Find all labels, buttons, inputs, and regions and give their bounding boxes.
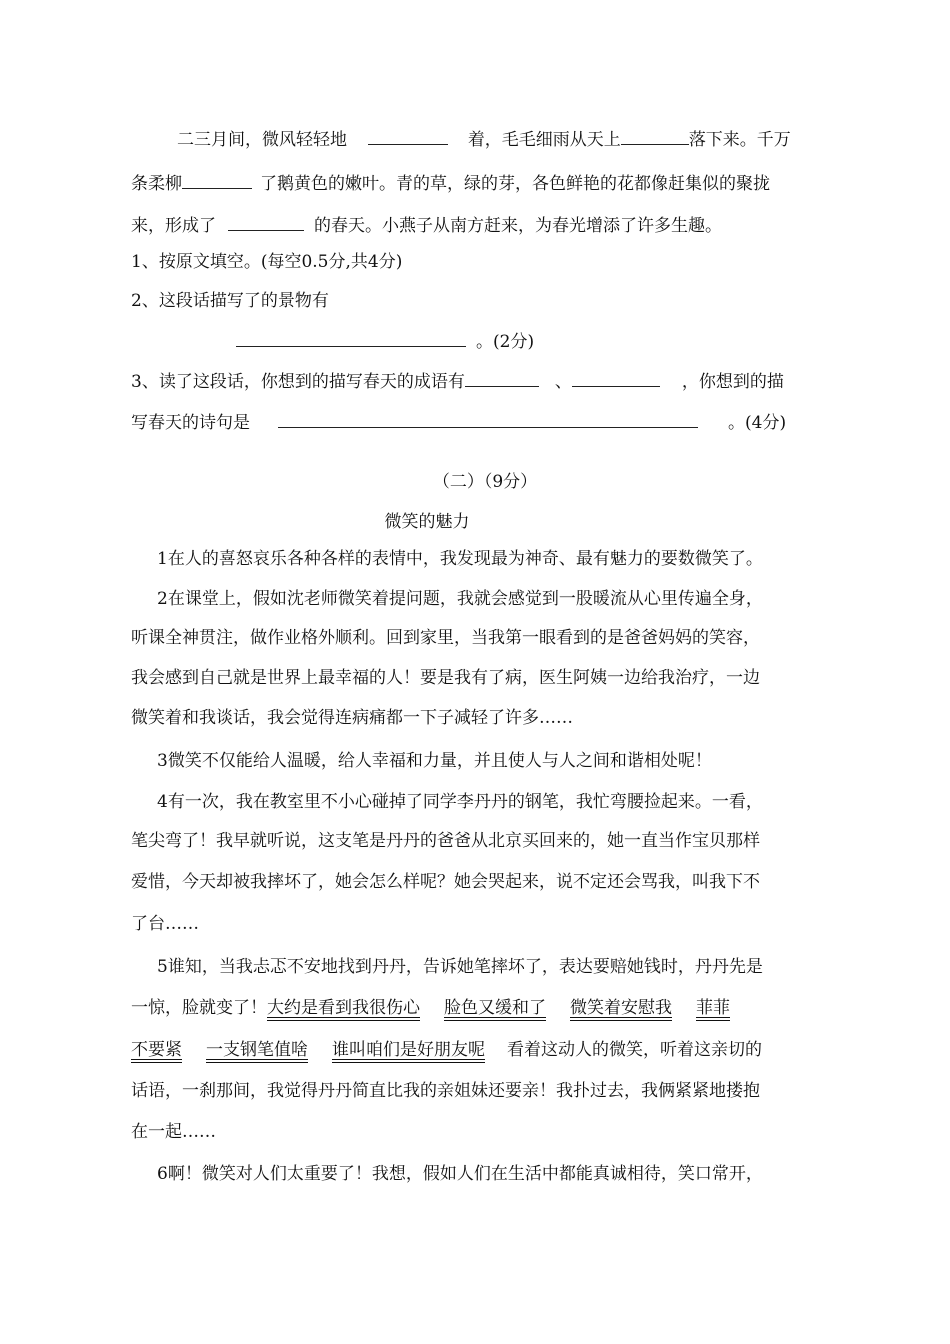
paragraph-5-line1: 5谁知，当我忐忑不安地找到丹丹，告诉她笔摔坏了，表达要赔她钱时，丹丹先是 <box>157 957 763 977</box>
passage1-line1 <box>131 126 895 151</box>
paragraph-4-line1: 4有一次，我在教室里不小心碰掉了同学李丹丹的钢笔，我忙弯腰捡起来。一看， <box>157 792 763 812</box>
poem-blank[interactable] <box>278 409 698 428</box>
question-2-answer-line <box>131 328 950 353</box>
text: 二三月间，微风轻轻地 <box>177 130 347 150</box>
passage1-line2 <box>131 170 849 195</box>
text: 一惊，脸就变了！ <box>131 998 267 1018</box>
article-title: 微笑的魅力 <box>384 512 470 532</box>
text: 写春天的诗句是 <box>131 413 250 433</box>
question-3-line2 <box>131 409 849 434</box>
text: 条柔柳 <box>131 174 182 194</box>
score: 。(4分) <box>728 413 787 433</box>
text: 的春天。小燕子从南方赶来，为春光增添了许多生趣。 <box>314 216 722 236</box>
paragraph-2-line1: 2在课堂上，假如沈老师微笑着提问题，我就会感觉到一股暖流从心里传遍全身， <box>157 589 763 609</box>
paragraph-5-line4: 话语，一刹那间，我觉得丹丹简直比我的亲姐妹还要亲！我扑过去，我俩紧紧地搂抱 <box>131 1081 760 1101</box>
text: 3、读了这段话，你想到的描写春天的成语有 <box>131 372 465 392</box>
paragraph-4-line3: 爱惜，今天却被我摔坏了，她会怎么样呢？她会哭起来，说不定还会骂我，叫我下不 <box>131 872 760 892</box>
underlined-phrase: 谁叫咱们是好朋友呢 <box>332 1040 485 1060</box>
score: 。(2分) <box>476 332 535 352</box>
paragraph-5-line3 <box>131 1039 849 1061</box>
paragraph-2-line3: 我会感到自己就是世界上最幸福的人！要是我有了病，医生阿姨一边给我治疗，一边 <box>131 668 760 688</box>
underlined-phrase: 不要紧 <box>131 1040 182 1060</box>
paragraph-2-line4: 微笑着和我谈话，我会觉得连病痛都一下子减轻了许多…… <box>131 708 573 728</box>
text: 看着这动人的微笑，听着这亲切的 <box>507 1040 762 1060</box>
paragraph-3: 3微笑不仅能给人温暖，给人幸福和力量，并且使人与人之间和谐相处呢！ <box>157 751 712 771</box>
question-1: 1、按原文填空。(每空0.5分,共4分) <box>131 252 403 272</box>
paragraph-2-line2: 听课全神贯注，做作业格外顺利。回到家里，当我第一眼看到的是爸爸妈妈的笑容， <box>131 628 760 648</box>
underlined-phrase: 一支钢笔值啥 <box>206 1040 308 1060</box>
paragraph-4-line2: 笔尖弯了！我早就听说，这支笔是丹丹的爸爸从北京买回来的，她一直当作宝贝那样 <box>131 831 760 851</box>
text: 来，形成了 <box>131 216 216 236</box>
fill-blank[interactable] <box>182 170 252 189</box>
text: 着，毛毛细雨从天上 <box>467 130 621 150</box>
fill-blank[interactable] <box>368 126 448 145</box>
idiom-blank-2[interactable] <box>572 368 660 387</box>
underlined-phrase: 菲菲 <box>696 998 730 1018</box>
text: 落下来。千万 <box>688 130 791 150</box>
paragraph-5-line5: 在一起…… <box>131 1122 216 1142</box>
underlined-phrase: 大约是看到我很伤心 <box>267 998 420 1018</box>
answer-blank[interactable] <box>236 328 466 347</box>
fill-blank[interactable] <box>228 212 304 231</box>
question-2: 2、这段话描写了的景物有 <box>131 291 329 311</box>
text: 、 <box>554 372 572 392</box>
idiom-blank-1[interactable] <box>465 368 539 387</box>
passage1-line3 <box>131 212 849 237</box>
text: ，你想到的描 <box>681 372 784 392</box>
paragraph-6-line1: 6啊！微笑对人们太重要了！我想，假如人们在生活中都能真诚相待，笑口常开， <box>157 1164 763 1184</box>
paragraph-4-line4: 了台…… <box>131 914 199 934</box>
question-3-line1 <box>131 368 849 393</box>
paragraph-1: 1在人的喜怒哀乐各种各样的表情中，我发现最为神奇、最有魅力的要数微笑了。 <box>157 549 763 569</box>
fill-blank[interactable] <box>621 126 689 145</box>
paragraph-5-line2 <box>131 997 849 1019</box>
section-heading: （二）（9分） <box>432 472 538 492</box>
text: 了鹅黄色的嫩叶。青的草，绿的芽，各色鲜艳的花都像赶集似的聚拢 <box>260 174 770 194</box>
underlined-phrase: 微笑着安慰我 <box>570 998 672 1018</box>
underlined-phrase: 脸色又缓和了 <box>444 998 546 1018</box>
